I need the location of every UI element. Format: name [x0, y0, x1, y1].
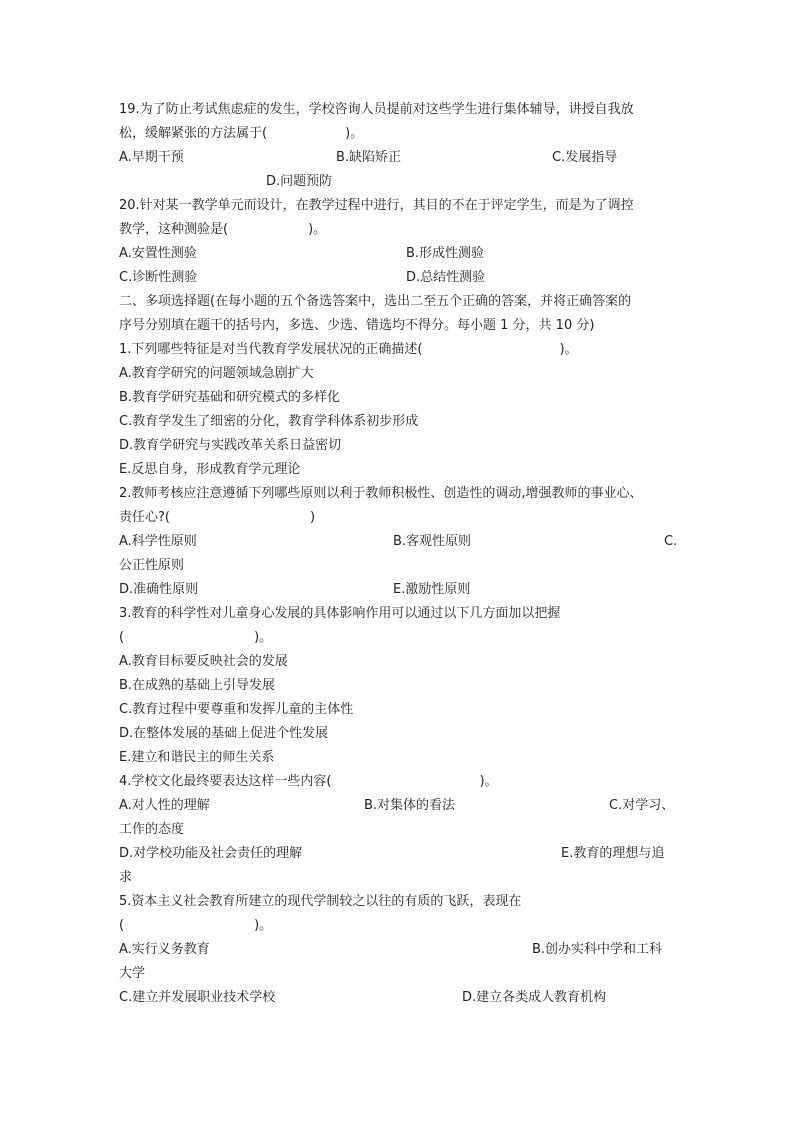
m5-stem-line2 [119, 914, 677, 938]
m3-option-b: B.在成熟的基础上引导发展 [119, 678, 276, 693]
m3-option-e: E.建立和谐民主的师生关系 [119, 750, 275, 765]
m5-options-row3 [119, 986, 677, 1010]
m4-options-row4 [119, 866, 677, 890]
m3-stem-open: ( [119, 630, 125, 645]
q19-stem-text-2: 松，缓解紧张的方法属于( [119, 126, 268, 141]
m3-option-a-row [119, 650, 677, 674]
m5-option-d: D.建立各类成人教育机构 [462, 990, 607, 1005]
q19-option-a: A.早期干预 [119, 150, 184, 165]
m3-stem-text: 3.教育的科学性对儿童身心发展的具体影响作用可以通过以下几方面加以把握 [119, 606, 561, 621]
m4-option-d: D.对学校功能及社会责任的理解 [119, 846, 303, 861]
m4-options-row3 [119, 842, 677, 866]
q19-stem-text: 19.为了防止考试焦虑症的发生，学校咨询人员提前对这些学生进行集体辅导，讲授自我放 [119, 102, 634, 117]
m3-option-a: A.教育目标要反映社会的发展 [119, 654, 288, 669]
m1-option-a-row [119, 362, 677, 386]
q20-options-row2 [119, 266, 677, 290]
m1-option-e-row [119, 458, 677, 482]
q20-stem-line2 [119, 218, 677, 242]
m2-stem-line1 [119, 482, 677, 506]
m2-option-d: D.准确性原则 [119, 582, 199, 597]
q20-option-b: B.形成性测验 [406, 246, 485, 261]
m5-option-a: A.实行义务教育 [119, 942, 210, 957]
m1-option-d-row [119, 434, 677, 458]
q20-option-d: D.总结性测验 [406, 270, 486, 285]
q20-stem-text: 20.针对某一教学单元而设计，在教学过程中进行，其目的不在于评定学生，而是为了调控 [119, 198, 634, 213]
m5-stem-open: ( [119, 918, 125, 933]
m2-option-b: B.客观性原则 [393, 534, 472, 549]
m4-option-e: E.教育的理想与追 [561, 846, 665, 861]
m2-option-c-text: 公正性原则 [119, 558, 185, 573]
m4-stem [119, 770, 677, 794]
m3-stem-line1 [119, 602, 677, 626]
m1-option-c: C.教育学发生了细密的分化，教育学科体系初步形成 [119, 414, 419, 429]
m5-options-row1 [119, 938, 677, 962]
m5-option-c: C.建立并发展职业技术学校 [119, 990, 276, 1005]
q19-option-c: C.发展指导 [552, 150, 618, 165]
q20-options-row1 [119, 242, 677, 266]
m2-option-a: A.科学性原则 [119, 534, 197, 549]
m3-option-b-row [119, 674, 677, 698]
q19-options-row1 [119, 146, 677, 170]
q20-option-a: A.安置性测验 [119, 246, 197, 261]
q19-option-d: D.问题预防 [266, 174, 333, 189]
m1-option-e: E.反思自身，形成教育学元理论 [119, 462, 301, 477]
m2-option-c-letter: C. [664, 534, 678, 549]
q20-option-c: C.诊断性测验 [119, 270, 198, 285]
m4-option-a: A.对人性的理解 [119, 798, 210, 813]
m1-option-c-row [119, 410, 677, 434]
q20-stem-end: )。 [308, 222, 327, 237]
m5-stem-end: )。 [254, 918, 273, 933]
m4-stem-end: )。 [479, 774, 498, 789]
m4-stem-text: 4.学校文化最终要表达这样一些内容( [119, 774, 332, 789]
m3-stem-end: )。 [254, 630, 273, 645]
m5-options-row2 [119, 962, 677, 986]
m2-stem-text: 2.教师考核应注意遵循下列哪些原则以利于教师积极性、创造性的调动,增强教师的事业心、 [119, 486, 643, 501]
m2-stem-line2 [119, 506, 677, 530]
m5-stem-text: 5.资本主义社会教育所建立的现代学制较之以往的有质的飞跃，表现在 [119, 894, 522, 909]
m5-option-b: B.创办实科中学和工科 [532, 942, 663, 957]
exam-page [119, 98, 677, 1010]
m4-options-row1 [119, 794, 677, 818]
section2-heading: 二、多项选择题(在每小题的五个备选答案中，选出二至五个正确的答案，并将正确答案的 [119, 294, 632, 309]
m1-option-d: D.教育学研究与实践改革关系日益密切 [119, 438, 342, 453]
m1-option-b-row [119, 386, 677, 410]
m1-stem-text: 1.下列哪些特征是对当代教育学发展状况的正确描述( [119, 342, 423, 357]
m2-options-row2 [119, 554, 677, 578]
m3-option-c: C.教育过程中要尊重和发挥儿童的主体性 [119, 702, 354, 717]
m4-options-row2 [119, 818, 677, 842]
m3-option-e-row [119, 746, 677, 770]
q19-options-row2 [119, 170, 677, 194]
m5-stem-line1 [119, 890, 677, 914]
m2-stem-text-2: 责任心?( [119, 510, 170, 525]
m4-option-c-cont: 工作的态度 [119, 822, 185, 837]
m1-option-b: B.教育学研究基础和研究模式的多样化 [119, 390, 341, 405]
q19-stem-end: )。 [345, 126, 364, 141]
q19-option-b: B.缺陷矫正 [336, 150, 402, 165]
m3-option-c-row [119, 698, 677, 722]
m1-stem-end: )。 [559, 342, 578, 357]
m3-option-d: D.在整体发展的基础上促进个性发展 [119, 726, 329, 741]
m3-option-d-row [119, 722, 677, 746]
section2-heading-line2 [119, 314, 677, 338]
m2-options-row1 [119, 530, 677, 554]
m3-stem-line2 [119, 626, 677, 650]
q19-stem-line1 [119, 98, 677, 122]
m4-option-c: C.对学习、 [609, 798, 675, 813]
q19-stem-line2 [119, 122, 677, 146]
m5-option-b-cont: 大学 [119, 966, 146, 981]
q20-stem-text-2: 教学，这种测验是( [119, 222, 229, 237]
m4-option-b: B.对集体的看法 [364, 798, 456, 813]
section2-heading-line1 [119, 290, 677, 314]
m1-stem [119, 338, 677, 362]
m2-option-e: E.激励性原则 [393, 582, 471, 597]
m2-stem-end: ) [309, 510, 316, 525]
q20-stem-line1 [119, 194, 677, 218]
m4-option-e-cont: 求 [119, 870, 133, 885]
section2-instructions: 序号分别填在题干的括号内，多选、少选、错选均不得分。每小题 1 分，共 10 分) [119, 318, 595, 333]
m2-options-row3 [119, 578, 677, 602]
m1-option-a: A.教育学研究的问题领域急剧扩大 [119, 366, 314, 381]
